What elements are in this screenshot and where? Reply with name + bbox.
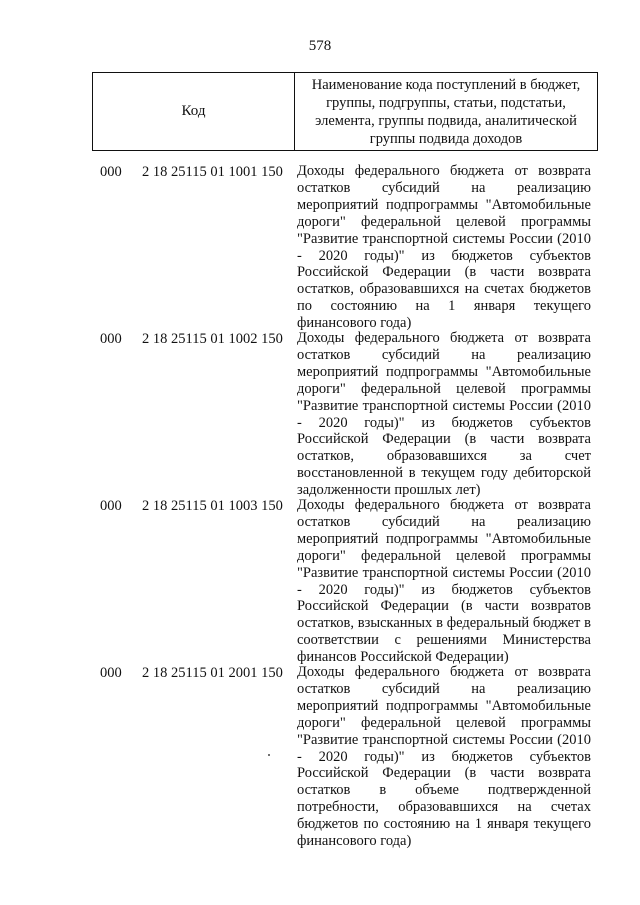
header-name-cell: Наименование кода поступлений в бюджет, группы, подгруппы, статьи, подстатьи, элемента, группы подвида, аналитической группы подвида доходов: [311, 76, 581, 147]
table-header: [92, 72, 598, 151]
admin-code: 000: [100, 331, 122, 347]
income-code: 2 18 25115 01 1003 150: [142, 498, 283, 514]
scan-speck: [268, 754, 270, 756]
admin-code: 000: [100, 164, 122, 180]
income-code: 2 18 25115 01 1001 150: [142, 164, 283, 180]
header-code-cell: Код: [93, 73, 295, 150]
income-code: 2 18 25115 01 1002 150: [142, 331, 283, 347]
income-description: Доходы федерального бюджета от возврата остатков субсидий на реализацию мероприятий подпрограммы "Автомобильные дороги" федеральной целевой программы "Развитие транспортной системы России (2010 - 2020 годы)" из бюджетов субъектов Российской Федерации (в части возврата остатков, образовавшихся за счет восстановленной в текущем году дебиторской задолженности прошлых лет): [297, 330, 591, 499]
table-row: [0, 497, 640, 664]
table-row: [0, 163, 640, 330]
income-description: Доходы федерального бюджета от возврата остатков субсидий на реализацию мероприятий подпрограммы "Автомобильные дороги" федеральной целевой программы "Развитие транспортной системы России (2010 - 2020 годы)" из бюджетов субъектов Российской Федерации (в части возврата остатков, образовавшихся на счетах бюджетов по состоянию на 1 января текущего финансового года): [297, 163, 591, 332]
income-description: Доходы федерального бюджета от возврата остатков субсидий на реализацию мероприятий подпрограммы "Автомобильные дороги" федеральной целевой программы "Развитие транспортной системы России (2010 - 2020 годы)" из бюджетов субъектов Российской Федерации (в части возврата остатков в объеме подтвержденной потребности, образовавшихся на счетах бюджетов по состоянию на 1 января текущего финансового года): [297, 664, 591, 850]
admin-code: 000: [100, 498, 122, 514]
income-description: Доходы федерального бюджета от возврата остатков субсидий на реализацию мероприятий подпрограммы "Автомобильные дороги" федеральной целевой программы "Развитие транспортной системы России (2010 - 2020 годы)" из бюджетов субъектов Российской Федерации (в части возвратов остатков, взысканных в федеральный бюджет в соответствии с решениями Министерства финансов Российской Федерации): [297, 497, 591, 666]
table-body: [0, 163, 640, 850]
page-number: 578: [308, 38, 332, 54]
income-code: 2 18 25115 01 2001 150: [142, 665, 283, 681]
table-row: [0, 664, 640, 850]
admin-code: 000: [100, 665, 122, 681]
table-row: [0, 330, 640, 497]
